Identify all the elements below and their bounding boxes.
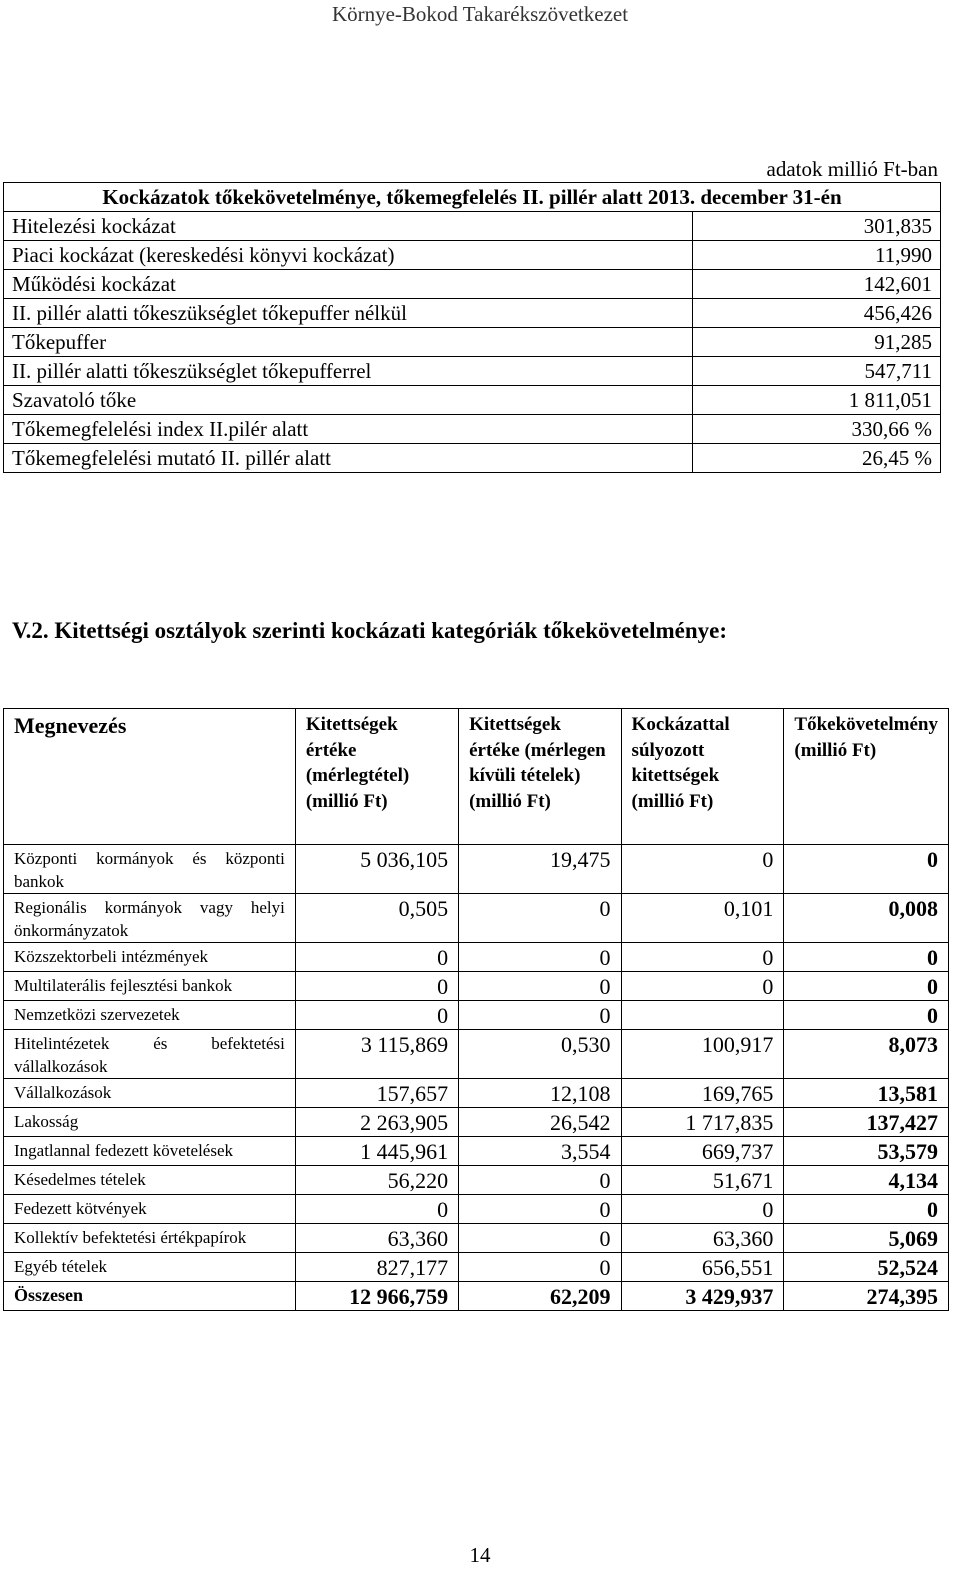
table-row [4,1166,949,1195]
cell-on-balance: 3 115,869 [295,1030,458,1079]
row-value: 1 811,051 [693,386,941,415]
total-row [4,1282,949,1311]
capital-requirement-table [3,182,941,473]
cell-on-balance: 1 445,961 [295,1137,458,1166]
row-value: 301,835 [693,212,941,241]
cell-on-balance: 0 [295,1001,458,1030]
table-row [4,1108,949,1137]
cell-off-balance: 3,554 [459,1137,621,1166]
cell-on-balance: 2 263,905 [295,1108,458,1137]
cell-capital-requirement: 52,524 [784,1253,949,1282]
cell-capital-requirement: 0 [784,1195,949,1224]
row-value: 547,711 [693,357,941,386]
total-off-balance: 62,209 [459,1282,621,1311]
table-row [4,943,949,972]
cell-capital-requirement: 5,069 [784,1224,949,1253]
table-row [4,972,949,1001]
row-label: Működési kockázat [4,270,693,299]
cell-capital-requirement: 0 [784,845,949,894]
table-row [4,1030,949,1079]
table-row [4,845,949,894]
row-label: Tőkemegfelelési index II.pilér alatt [4,415,693,444]
row-label: Ingatlannal fedezett követelések [4,1137,296,1166]
cell-on-balance: 0 [295,1195,458,1224]
header-off-balance: Kitettségek értéke (mérlegen kívüli tételek) (millió Ft) [459,709,621,845]
cell-off-balance: 12,108 [459,1079,621,1108]
table-row [4,1224,949,1253]
table-row [4,1195,949,1224]
page-header: Környe-Bokod Takarékszövetkezet [331,2,629,26]
table-row [4,241,941,270]
row-label: Nemzetközi szervezetek [4,1001,296,1030]
row-label: Hitelintézetek és befektetési vállalkozások [4,1030,296,1079]
cell-risk-weighted: 0 [621,943,784,972]
row-value: 456,426 [693,299,941,328]
cell-off-balance: 0 [459,1166,621,1195]
header-row [4,709,949,845]
table-row [4,894,949,943]
row-label: Hitelezési kockázat [4,212,693,241]
cell-risk-weighted: 1 717,835 [621,1108,784,1137]
row-label: Központi kormányok és központi bankok [4,845,296,894]
cell-risk-weighted: 0 [621,845,784,894]
cell-capital-requirement: 4,134 [784,1166,949,1195]
cell-risk-weighted: 656,551 [621,1253,784,1282]
cell-capital-requirement: 53,579 [784,1137,949,1166]
row-label: Fedezett kötvények [4,1195,296,1224]
table-row [4,1253,949,1282]
cell-off-balance: 0 [459,943,621,972]
cell-risk-weighted: 51,671 [621,1166,784,1195]
cell-on-balance: 827,177 [295,1253,458,1282]
cell-on-balance: 0 [295,943,458,972]
row-label: II. pillér alatti tőkeszükséglet tőkepuffer nélkül [4,299,693,328]
unit-note: adatok millió Ft-ban [766,157,938,181]
cell-on-balance: 63,360 [295,1224,458,1253]
cell-on-balance: 157,657 [295,1079,458,1108]
header-on-balance: Kitettségek értéke (mérlegtétel) (millió Ft) [295,709,458,845]
row-label: II. pillér alatti tőkeszükséglet tőkepufferrel [4,357,693,386]
cell-on-balance: 5 036,105 [295,845,458,894]
total-label: Összesen [4,1282,296,1311]
cell-off-balance: 0,530 [459,1030,621,1079]
row-label: Kollektív befektetési értékpapírok [4,1224,296,1253]
table-row [4,270,941,299]
row-label: Tőkepuffer [4,328,693,357]
cell-off-balance: 0 [459,1001,621,1030]
cell-capital-requirement: 0 [784,972,949,1001]
table-row [4,1001,949,1030]
cell-off-balance: 0 [459,894,621,943]
cell-risk-weighted: 100,917 [621,1030,784,1079]
header-capital-requirement: Tőkekövetelmény (millió Ft) [784,709,949,845]
header-megnevezes: Megnevezés [4,709,296,845]
cell-risk-weighted: 0 [621,1195,784,1224]
table-row [4,444,941,473]
cell-off-balance: 0 [459,1224,621,1253]
cell-off-balance: 26,542 [459,1108,621,1137]
cell-on-balance: 56,220 [295,1166,458,1195]
cell-risk-weighted: 169,765 [621,1079,784,1108]
cell-risk-weighted: 669,737 [621,1137,784,1166]
section-title: V.2. Kitettségi osztályok szerinti kockázati kategóriák tőkekövetelménye: [12,618,728,643]
row-label: Szavatoló tőke [4,386,693,415]
row-value: 142,601 [693,270,941,299]
cell-on-balance: 0,505 [295,894,458,943]
row-label: Vállalkozások [4,1079,296,1108]
cell-off-balance: 0 [459,1195,621,1224]
cell-off-balance: 19,475 [459,845,621,894]
cell-capital-requirement: 13,581 [784,1079,949,1108]
total-on-balance: 12 966,759 [295,1282,458,1311]
row-value: 330,66 % [693,415,941,444]
exposure-class-table [3,708,949,1311]
row-label: Késedelmes tételek [4,1166,296,1195]
row-value: 26,45 % [693,444,941,473]
header-risk-weighted: Kockázattal súlyozott kitettségek (millió Ft) [621,709,784,845]
cell-risk-weighted: 63,360 [621,1224,784,1253]
cell-capital-requirement: 0,008 [784,894,949,943]
cell-capital-requirement: 137,427 [784,1108,949,1137]
table-row [4,1079,949,1108]
cell-on-balance: 0 [295,972,458,1001]
cell-capital-requirement: 0 [784,943,949,972]
table-row [4,357,941,386]
table-row [4,386,941,415]
row-label: Piaci kockázat (kereskedési könyvi kockázat) [4,241,693,270]
total-capital-requirement: 274,395 [784,1282,949,1311]
row-label: Közszektorbeli intézmények [4,943,296,972]
row-label: Lakosság [4,1108,296,1137]
table-row [4,212,941,241]
table-row [4,328,941,357]
row-label: Multilaterális fejlesztési bankok [4,972,296,1001]
cell-risk-weighted [621,1001,784,1030]
table-row [4,299,941,328]
total-risk-weighted: 3 429,937 [621,1282,784,1311]
cell-risk-weighted: 0 [621,972,784,1001]
row-label: Tőkemegfelelési mutató II. pillér alatt [4,444,693,473]
table-title: Kockázatok tőkekövetelménye, tőkemegfelelés II. pillér alatt 2013. december 31-én [4,183,941,212]
table-row [4,415,941,444]
row-value: 11,990 [693,241,941,270]
row-label: Regionális kormányok vagy helyi önkormányzatok [4,894,296,943]
row-label: Egyéb tételek [4,1253,296,1282]
page-number: 14 [469,1543,491,1567]
table-row [4,1137,949,1166]
cell-off-balance: 0 [459,972,621,1001]
cell-risk-weighted: 0,101 [621,894,784,943]
table-title-row [4,183,941,212]
row-value: 91,285 [693,328,941,357]
cell-off-balance: 0 [459,1253,621,1282]
cell-capital-requirement: 8,073 [784,1030,949,1079]
cell-capital-requirement: 0 [784,1001,949,1030]
